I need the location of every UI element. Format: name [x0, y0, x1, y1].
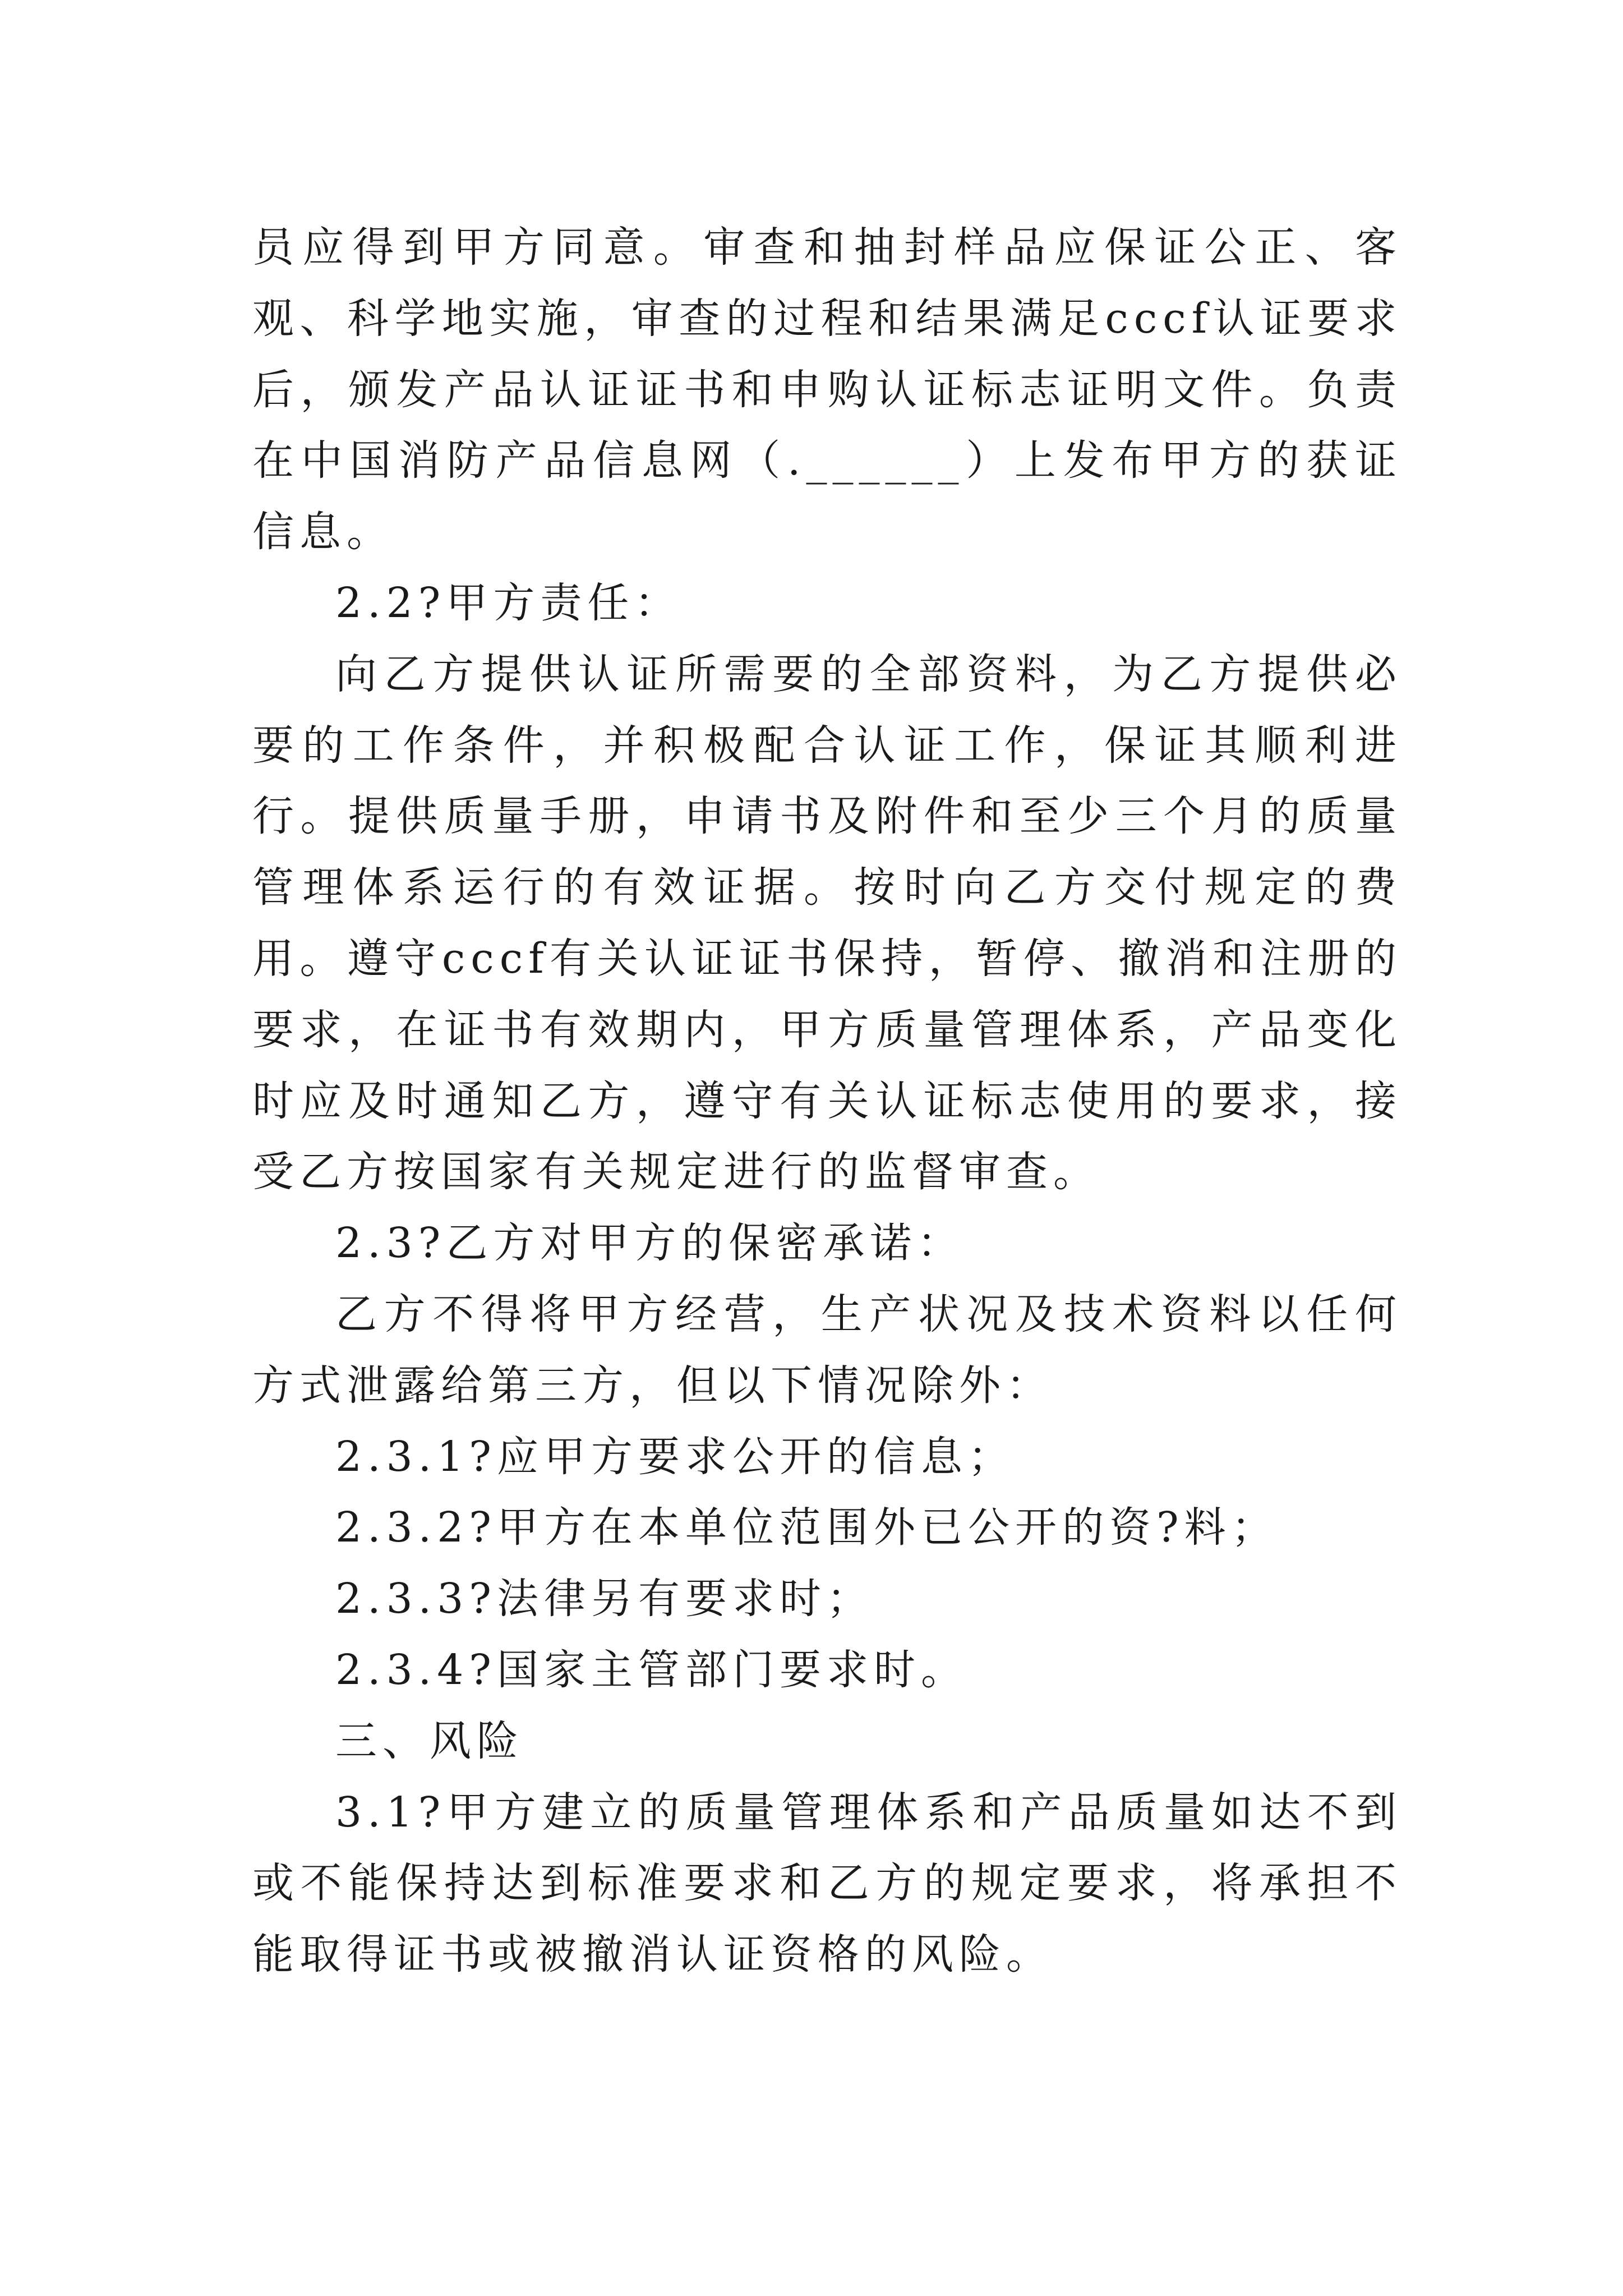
section-heading-2-2: 2.2?甲方责任：: [335, 578, 682, 627]
list-item-2-3-3: 2.3.3?法律另有要求时；: [335, 1575, 874, 1623]
paragraph-risk-3-1: 3.1?甲方建立的质量管理体系和产品质量如达不到或不能保持达到标准要求和乙方的规定要求，将承担不能取得证书或被撤消认证资格的风险。: [252, 1788, 1402, 1979]
section-heading-2-3: 2.3?乙方对甲方的保密承诺：: [335, 1219, 965, 1268]
list-item-2-3-2: 2.3.2?甲方在本单位范围外已公开的资?料；: [335, 1503, 1279, 1552]
list-item-2-3-1: 2.3.1?应甲方要求公开的信息；: [335, 1432, 1015, 1481]
paragraph-party-a-duties: 向乙方提供认证所需要的全部资料，为乙方提供必要的工作条件，并积极配合认证工作，保证其顺利进行。提供质量手册，申请书及附件和至少三个月的质量管理体系运行的有效证据。按时向乙方交付规定的费用。遵守cccf有关认证证书保持，暂停、撤消和注册的要求，在证书有效期内，甲方质量管理体系，产品变化时应及时通知乙方，遵守有关认证标志使用的要求，接受乙方按国家有关规定进行的监督审查。: [252, 650, 1402, 1197]
document-body: [252, 212, 1402, 1990]
paragraph-continuation: 员应得到甲方同意。审查和抽封样品应保证公正、客观、科学地实施，审查的过程和结果满足cccf认证要求后，颁发产品认证证书和申购认证标志证明文件。负责在中国消防产品信息网（.______）上发布甲方的获证信息。: [252, 223, 1402, 556]
paragraph-confidentiality: 乙方不得将甲方经营，生产状况及技术资料以任何方式泄露给第三方，但以下情况除外：: [252, 1290, 1402, 1410]
list-item-2-3-4: 2.3.4?国家主管部门要求时。: [335, 1645, 968, 1694]
section-heading-3: 三、风险: [335, 1717, 524, 1765]
